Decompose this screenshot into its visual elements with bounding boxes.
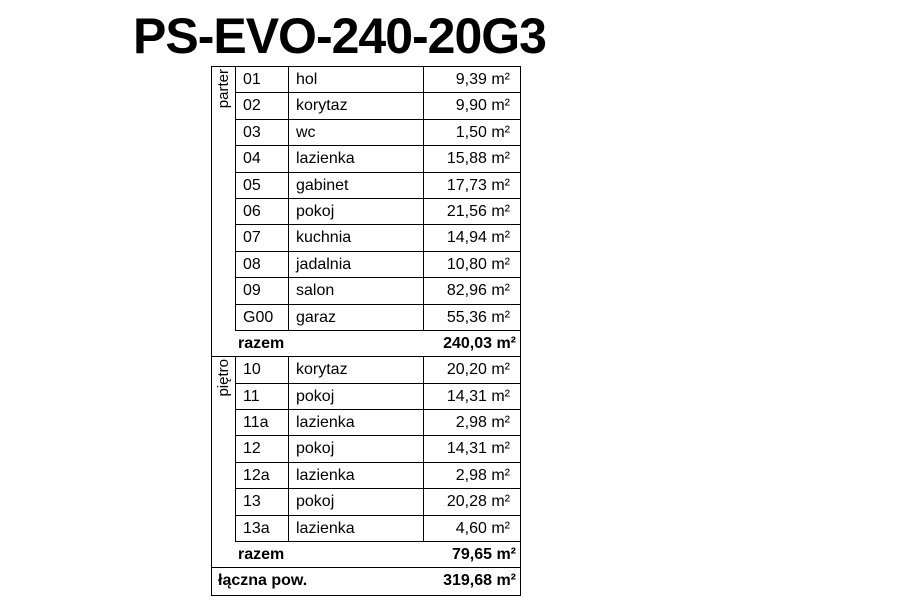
room-area: 2,98 m² [455,414,510,432]
room-area: 20,28 m² [446,493,510,511]
room-number: 10 [236,357,289,382]
table-row [236,384,520,410]
room-area: 82,96 m² [446,282,510,300]
table-row [236,489,520,515]
room-area: 14,31 m² [446,387,510,405]
room-number: 07 [236,225,289,250]
room-area: 20,20 m² [446,361,510,379]
room-rows [236,357,520,542]
room-rows [236,67,520,331]
room-name: lazienka [289,146,424,171]
subtotal-row [212,542,520,568]
room-name: lazienka [289,463,424,488]
table-row [236,436,520,462]
table-row [236,67,520,93]
table-row [236,278,520,304]
room-area: 10,80 m² [446,255,510,273]
room-number: 01 [236,67,289,92]
room-name: garaz [289,305,424,330]
subtotal-value: 79,65 m² [451,546,516,564]
room-area: 21,56 m² [446,202,510,220]
table-row [236,463,520,489]
room-area: 9,39 m² [455,71,510,88]
subtotal-label: razem [238,334,285,352]
room-number: 11a [236,410,289,435]
room-name: hol [289,67,424,92]
table-row [236,410,520,436]
room-number: 08 [236,252,289,277]
floor-label: parter [215,69,232,109]
room-name: pokoj [289,384,424,409]
room-name: pokoj [289,436,424,461]
room-number: 02 [236,93,289,118]
room-name: wc [289,120,424,145]
room-number: 06 [236,199,289,224]
floor-label-cell [212,357,236,542]
total-area-value: 319,68 m² [443,572,516,590]
table-row [236,173,520,199]
room-name: lazienka [289,410,424,435]
room-number: 11 [236,384,289,409]
room-area: 55,36 m² [446,308,510,326]
room-number: 04 [236,146,289,171]
table-row [236,93,520,119]
table-row [236,146,520,172]
room-area: 17,73 m² [446,176,510,194]
table-row [236,305,520,331]
page-title: PS-EVO-240-20G3 [133,8,546,64]
room-area-table [211,66,521,596]
room-number: 03 [236,120,289,145]
total-area-row [212,568,520,594]
table-row [236,199,520,225]
room-number: 13 [236,489,289,514]
total-area-label: łączna pow. [218,572,308,590]
subtotal-value: 240,03 m² [443,334,516,352]
room-name: pokoj [289,199,424,224]
room-area: 4,60 m² [455,519,510,537]
table-row [236,357,520,383]
room-name: gabinet [289,173,424,198]
floor-label: piętro [215,359,232,397]
floor-section [212,67,520,357]
room-number: 12a [236,463,289,488]
room-name: lazienka [289,516,424,541]
floor-label-cell [212,67,236,331]
room-name: jadalnia [289,252,424,277]
table-row [236,252,520,278]
room-number: 09 [236,278,289,303]
subtotal-row [212,331,520,357]
table-row [236,225,520,251]
room-area: 9,90 m² [455,97,510,115]
room-area: 1,50 m² [455,123,510,141]
room-area: 14,31 m² [446,440,510,458]
room-area: 15,88 m² [446,150,510,168]
room-area: 14,94 m² [446,229,510,247]
table-row [236,120,520,146]
room-number: 05 [236,173,289,198]
table-row [236,516,520,542]
room-name: kuchnia [289,225,424,250]
room-area: 2,98 m² [455,466,510,484]
floor-section [212,357,520,568]
room-number: 12 [236,436,289,461]
room-name: salon [289,278,424,303]
room-number: 13a [236,516,289,541]
room-name: korytaz [289,357,424,382]
floor-sections [212,67,520,568]
subtotal-label: razem [238,546,285,564]
room-number: G00 [236,305,289,330]
room-name: pokoj [289,489,424,514]
room-name: korytaz [289,93,424,118]
